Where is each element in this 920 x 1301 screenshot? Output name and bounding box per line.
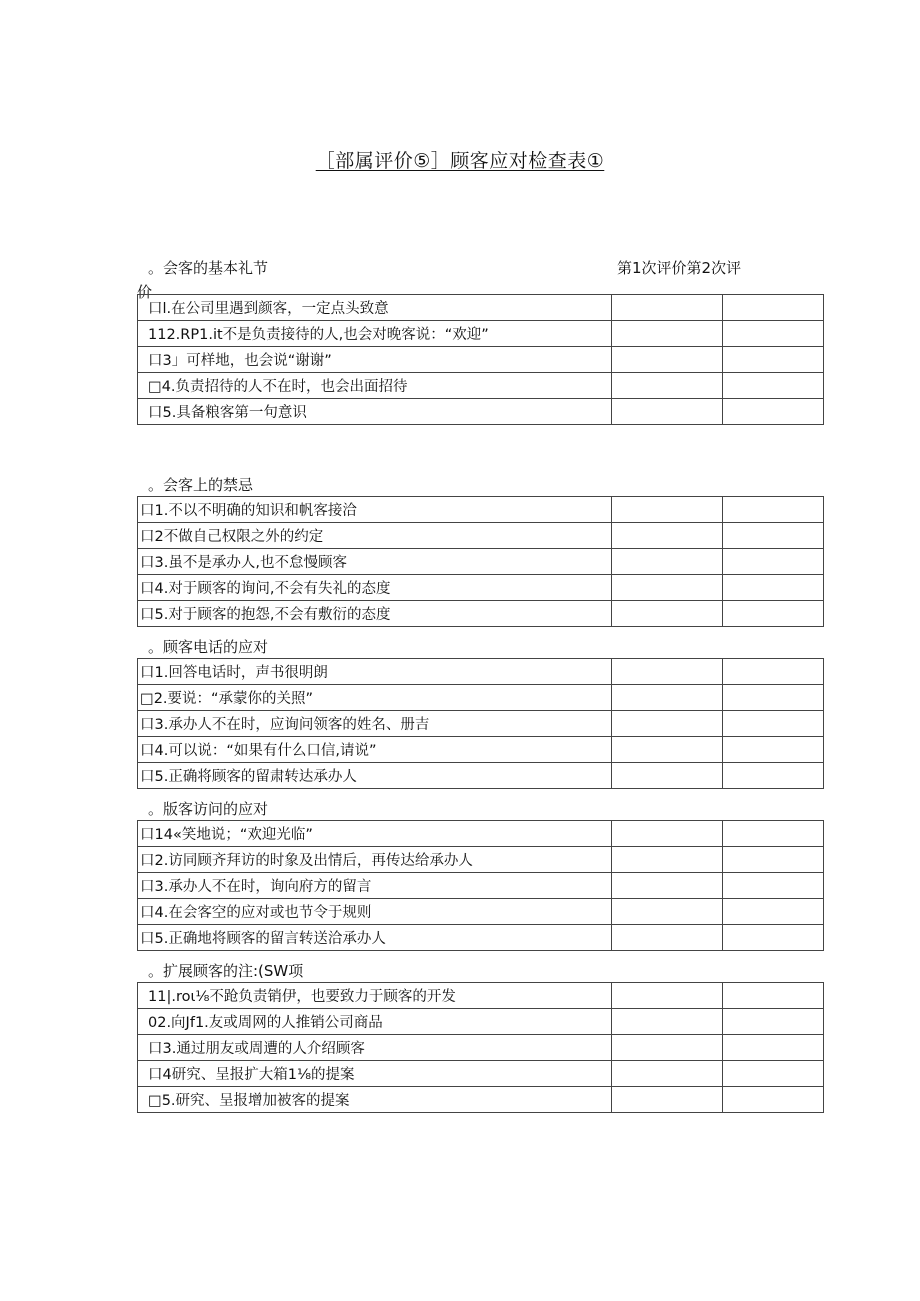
second-evaluation-cell[interactable]: [723, 925, 824, 951]
checklist-table-taboos: [137, 496, 824, 627]
second-evaluation-cell[interactable]: [723, 347, 824, 373]
second-evaluation-cell[interactable]: [723, 873, 824, 899]
checklist-item: 口5.对于顾客的抱怨,不会有敷衍的态度: [138, 601, 612, 627]
first-evaluation-cell[interactable]: [612, 899, 723, 925]
second-evaluation-cell[interactable]: [723, 295, 824, 321]
first-evaluation-cell[interactable]: [612, 983, 723, 1009]
table-row: [138, 925, 824, 951]
checklist-item: 口5.具备粮客第一句意识: [138, 399, 612, 425]
table-row: [138, 575, 824, 601]
second-evaluation-cell[interactable]: [723, 847, 824, 873]
second-evaluation-cell[interactable]: [723, 399, 824, 425]
checklist-item: 口3.虽不是承办人,也不怠慢顾客: [138, 549, 612, 575]
table-row: [138, 899, 824, 925]
table-row: [138, 763, 824, 789]
first-evaluation-cell[interactable]: [612, 497, 723, 523]
section-heading-phone-handling: 。顾客电话的应对: [148, 638, 269, 656]
checklist-item: 口3.承办人不在时，询向府方的留言: [138, 873, 612, 899]
table-row: [138, 659, 824, 685]
checklist-table-phone-handling: [137, 658, 824, 789]
second-evaluation-cell[interactable]: [723, 1061, 824, 1087]
checklist-item: 口5.正确将顾客的留肃转达承办人: [138, 763, 612, 789]
first-evaluation-cell[interactable]: [612, 1035, 723, 1061]
table-row: [138, 399, 824, 425]
table-row: [138, 321, 824, 347]
table-row: [138, 373, 824, 399]
table-row: [138, 497, 824, 523]
second-evaluation-cell[interactable]: [723, 899, 824, 925]
table-row: [138, 601, 824, 627]
section-heading-basic-etiquette: 。会客的基本礼节: [148, 259, 269, 277]
first-evaluation-cell[interactable]: [612, 523, 723, 549]
second-evaluation-cell[interactable]: [723, 821, 824, 847]
table-row: [138, 711, 824, 737]
second-evaluation-cell[interactable]: [723, 711, 824, 737]
table-row: [138, 1009, 824, 1035]
first-evaluation-cell[interactable]: [612, 1087, 723, 1113]
second-evaluation-cell[interactable]: [723, 497, 824, 523]
first-evaluation-cell[interactable]: [612, 873, 723, 899]
checklist-table-basic-etiquette: [137, 294, 824, 425]
checklist-item: 口4研究、呈报扩大箱1⅛的提案: [138, 1061, 612, 1087]
second-evaluation-cell[interactable]: [723, 659, 824, 685]
first-evaluation-cell[interactable]: [612, 763, 723, 789]
second-evaluation-cell[interactable]: [723, 1009, 824, 1035]
checklist-item: □5.研究、呈报增加被客的提案: [138, 1087, 612, 1113]
second-evaluation-cell[interactable]: [723, 1035, 824, 1061]
table-row: [138, 549, 824, 575]
checklist-item: 口l.在公司里遇到颜客，一定点头致意: [138, 295, 612, 321]
checklist-item: 02.向Jf1.友或周网的人推销公司商品: [138, 1009, 612, 1035]
second-evaluation-cell[interactable]: [723, 523, 824, 549]
checklist-item: □4.负责招待的人不在时，也会出面招待: [138, 373, 612, 399]
second-evaluation-cell[interactable]: [723, 737, 824, 763]
table-row: [138, 983, 824, 1009]
table-row: [138, 295, 824, 321]
table-row: [138, 821, 824, 847]
first-evaluation-cell[interactable]: [612, 549, 723, 575]
second-evaluation-cell[interactable]: [723, 601, 824, 627]
second-evaluation-cell[interactable]: [723, 321, 824, 347]
first-evaluation-cell[interactable]: [612, 685, 723, 711]
checklist-item: 11|.roι⅛不跄负责销伊，也要致力于顾客的开发: [138, 983, 612, 1009]
second-evaluation-cell[interactable]: [723, 763, 824, 789]
section-heading-taboos: 。会客上的禁忌: [148, 476, 254, 494]
table-row: [138, 523, 824, 549]
checklist-table-customer-expansion: [137, 982, 824, 1113]
checklist-item: 口1.不以不明确的知识和帆客接洽: [138, 497, 612, 523]
first-evaluation-cell[interactable]: [612, 295, 723, 321]
table-row: [138, 1061, 824, 1087]
first-evaluation-cell[interactable]: [612, 821, 723, 847]
second-evaluation-cell[interactable]: [723, 983, 824, 1009]
table-row: [138, 847, 824, 873]
table-row: [138, 737, 824, 763]
checklist-item: 口3.承办人不在时，应询问领客的姓名、册吉: [138, 711, 612, 737]
second-evaluation-cell[interactable]: [723, 549, 824, 575]
checklist-item: 口2不做自己权限之外的约定: [138, 523, 612, 549]
checklist-item: 口1.回答电话时，声书很明朗: [138, 659, 612, 685]
first-evaluation-cell[interactable]: [612, 847, 723, 873]
checklist-item: □2.要说：“承蒙你的关照”: [138, 685, 612, 711]
evaluation-column-header: 第1次评价第2次评: [617, 259, 742, 277]
checklist-item: 口3」可样地，也会说“谢谢”: [138, 347, 612, 373]
first-evaluation-cell[interactable]: [612, 575, 723, 601]
first-evaluation-cell[interactable]: [612, 925, 723, 951]
section-heading-visitor-handling: 。版客访问的应对: [148, 800, 269, 818]
first-evaluation-cell[interactable]: [612, 321, 723, 347]
table-row: [138, 347, 824, 373]
table-row: [138, 1035, 824, 1061]
first-evaluation-cell[interactable]: [612, 1061, 723, 1087]
first-evaluation-cell[interactable]: [612, 659, 723, 685]
second-evaluation-cell[interactable]: [723, 575, 824, 601]
document-title: ［部属评价⑤］顾客应对检查表①: [315, 150, 605, 172]
first-evaluation-cell[interactable]: [612, 1009, 723, 1035]
checklist-item: 112.RP1.it不是负责接待的人,也会对晚客说：“欢迎”: [138, 321, 612, 347]
evaluation-header-wrap: 价: [137, 283, 153, 301]
checklist-item: 口2.访同顾齐拜访的时象及出情后，再传达给承办人: [138, 847, 612, 873]
first-evaluation-cell[interactable]: [612, 399, 723, 425]
second-evaluation-cell[interactable]: [723, 1087, 824, 1113]
first-evaluation-cell[interactable]: [612, 373, 723, 399]
checklist-item: 口3.通过朋友或周遭的人介绍顾客: [138, 1035, 612, 1061]
table-row: [138, 685, 824, 711]
first-evaluation-cell[interactable]: [612, 601, 723, 627]
table-row: [138, 873, 824, 899]
checklist-item: 口4.在会客空的应对或也节令于规则: [138, 899, 612, 925]
checklist-item: 口5.正确地将顾客的留言转送洽承办人: [138, 925, 612, 951]
second-evaluation-cell[interactable]: [723, 685, 824, 711]
checklist-item: 口4.对于顾客的询问,不会有失礼的态度: [138, 575, 612, 601]
checklist-item: 口4.可以说：“如果有什么口信,请说”: [138, 737, 612, 763]
table-row: [138, 1087, 824, 1113]
checklist-table-visitor-handling: [137, 820, 824, 951]
first-evaluation-cell[interactable]: [612, 737, 723, 763]
first-evaluation-cell[interactable]: [612, 711, 723, 737]
section-heading-customer-expansion: 。扩展顾客的注:(SW项: [148, 962, 304, 980]
second-evaluation-cell[interactable]: [723, 373, 824, 399]
checklist-item: 口14«笑地说；“欢迎光临”: [138, 821, 612, 847]
first-evaluation-cell[interactable]: [612, 347, 723, 373]
